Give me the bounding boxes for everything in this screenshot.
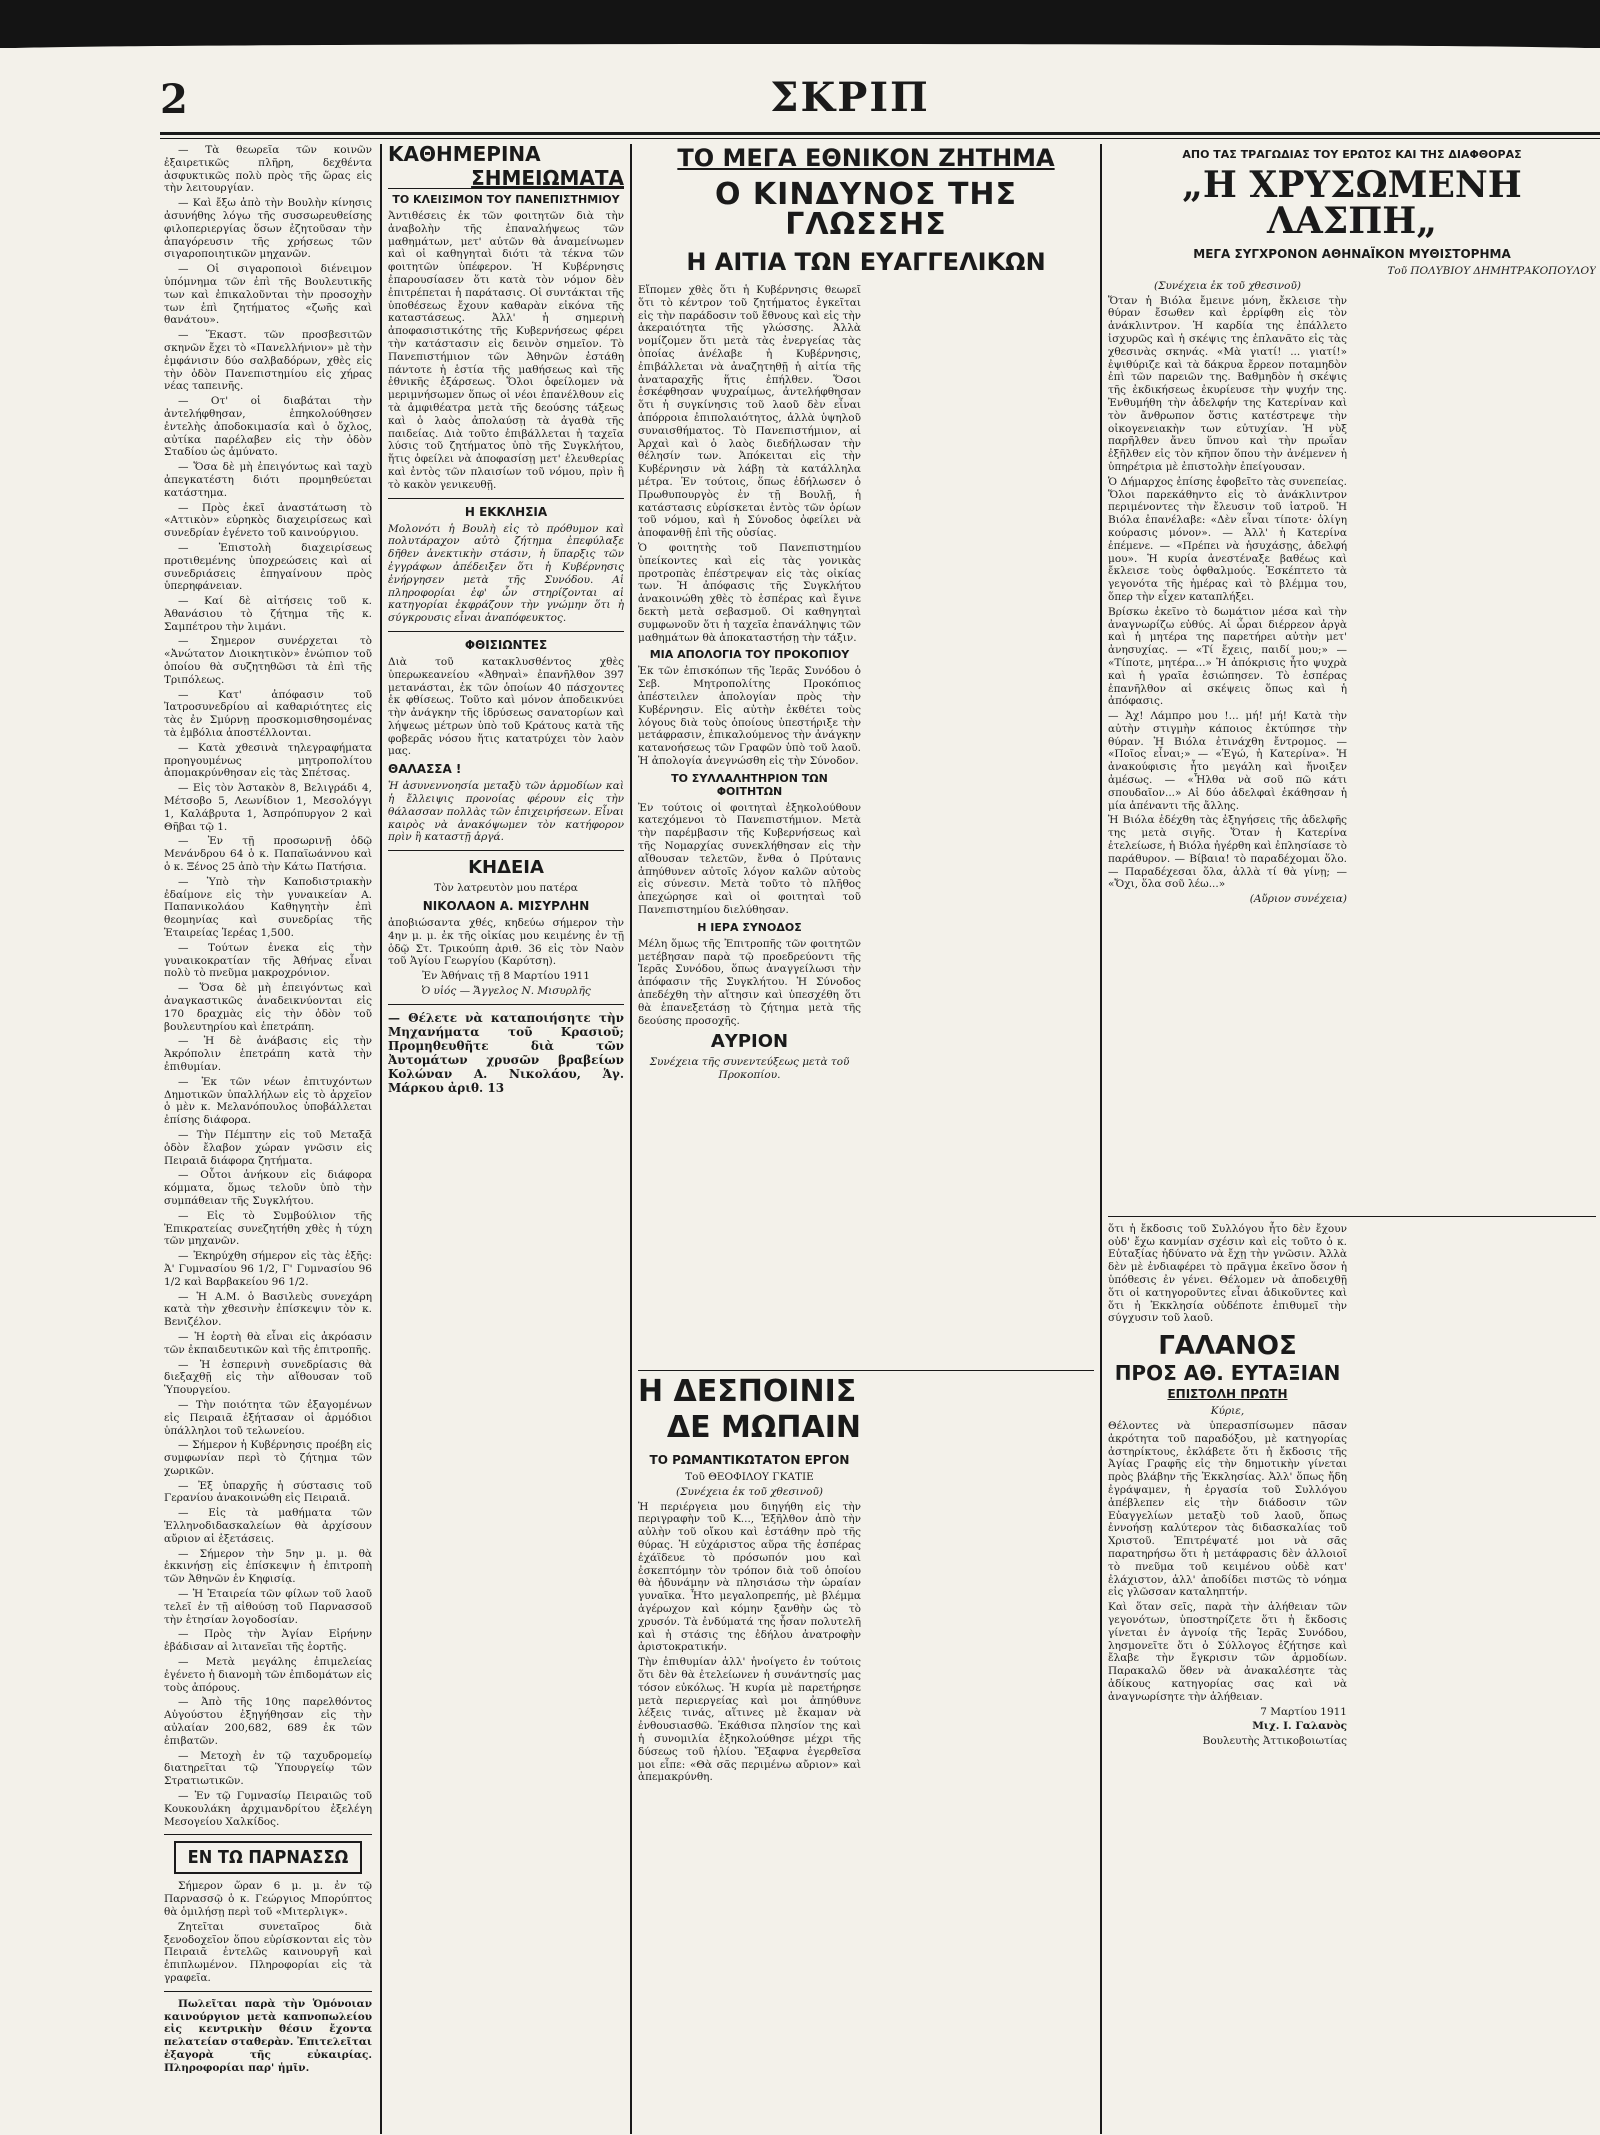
novel-subtitle: ΜΕΓΑ ΣΥΓΧΡΟΝΟΝ ΑΘΗΝΑΪΚΟΝ ΜΥΘΙΣΤΟΡΗΜΑ	[1193, 247, 1511, 261]
novel-columns	[1108, 280, 1596, 1210]
serial-title-1: Η ΔΕΣΠΟΙΝΙΣ	[638, 1374, 857, 1409]
headline-line-1: ΤΟ ΜΕΓΑ ΕΘΝΙΚΟΝ ΖΗΤΗΜΑ	[677, 144, 1055, 172]
divider	[388, 498, 624, 499]
novel-author: Τοῦ ΠΟΛΥΒΙΟΥ ΔΗΜΗΤΡΑΚΟΠΟΥΛΟΥ	[1387, 265, 1596, 277]
news-brief: — Εἰς τὰ μαθήματα τῶν Ἑλληνοδιδασκαλείων θὰ ἀρχίσουν αὔριον αἱ ἐξετάσεις.	[164, 1507, 372, 1545]
news-brief: — Ἡ δὲ ἀνάβασις εἰς τὴν Ἀκρόπολιν ἐπετράπη κατὰ τὴν ἐπιθυμίαν.	[164, 1035, 372, 1073]
column-daily-notes	[388, 144, 624, 2129]
news-brief: — Μετοχὴ ἐν τῷ ταχυδρομείῳ διατηρεῖται τῷ Ὑπουργείῳ τῶν Στρατιωτικῶν.	[164, 1749, 372, 1788]
news-brief: — Ἡ Ἑταιρεία τῶν φίλων τοῦ λαοῦ τελεῖ ἐν τῇ αἰθούσῃ τοῦ Παρνασσοῦ τὴν ἐτησίαν λογοδοσίαν.	[164, 1588, 372, 1626]
funeral-text: ἀποβιώσαντα χθές, κηδεύω σήμερον τὴν 4ην μ. μ. ἐκ τῆς οἰκίας μου κειμένης ἐν τῇ ὁδῷ Στ. Τρικούπη ἀριθ. 36 εἰς τὸν Ναὸν τοῦ Ἁγίου Γεωργίου (Καρύτση).	[388, 917, 624, 968]
article-body: Εἴπομεν χθὲς ὅτι ἡ Κυβέρνησις θεωρεῖ ὅτι τὸ κέντρον τοῦ ζητήματος ἐγκεῖται εἰς τὴν παράδοσιν τοῦ ἔθνους καὶ εἰς τὴν ἀκεραιότητα τῆς γλώσσης. Ἀλλὰ νομίζομεν ὅτι μετὰ τὰς ἐνεργείας τὰς ὁποίας ἀνέλαβε ἡ Κυβέρνησις, ἐπιβάλλεται νὰ ἀναζητηθῇ ἡ αἰτία τῆς ἀναταραχῆς ἥτις ἐπήλθεν. Ὅσοι ἐσκέφθησαν ψυχραίμως, ἀντελήφθησαν ὅτι ἡ συγκίνησις τοῦ λαοῦ δὲν εἶναι ἀπόρροια ἐπιπολαιότητος, ἀλλὰ ὑψηλοῦ συναισθήματος. Τὸ Πανεπιστήμιον, αἱ Ἀρχαὶ καὶ ὁ λαὸς διεδήλωσαν τὴν θέλησίν των. Ἀπόκειται εἰς τὴν Κυβέρνησιν νὰ λάβῃ τὰ κατάλληλα μέτρα. Ἐν τούτοις, ὅπως ἐδήλωσεν ὁ Πρωθυπουργὸς ἐν τῇ Βουλῇ, ἡ κατάστασις εὑρίσκεται ἐντὸς τῶν ὁρίων τοῦ νόμου, καὶ ἡ Σύνοδος ὀφείλει νὰ ἀποφανθῇ ἐπὶ τῆς οὐσίας.	[638, 284, 861, 540]
news-brief: — Ἀπὸ τῆς 10ης παρελθόντος Αὐγούστου ἐξηγήθησαν εἰς τὴν αὐλαίαν 200,682, 689 ἐκ τῶν ἐπιβατῶν.	[164, 1696, 372, 1747]
novel-body: Βρίσκω ἐκεῖνο τὸ δωμάτιον μέσα καὶ τὴν ἀναγνωρίζω εὐθύς. Αἱ ὧραι διέρρεον ἀργὰ καὶ ἡ μητέρα της παρετήρει αὐτὴν μετ' ἀνησυχίας. — «Τί ἔχεις, παιδί μου;» — «Τίποτε, μητέρα...» Ἡ ἀπόκρισις ἦτο ψυχρὰ καὶ ἡ γραῖα ἐσιώπησεν. Τὸ ἑσπέρας ἐπανῆλθον αἱ σκέψεις ὅπως καὶ ἡ ἀπόφασις.	[1108, 605, 1347, 708]
daily-header-title: ΚΑΘΗΜΕΡΙΝΑ	[388, 144, 541, 166]
section-body: Διὰ τοῦ κατακλυσθέντος χθὲς ὑπερωκεανείου «Ἀθηναὶ» ἐπανῆλθον 397 μετανάσται, ἐκ τῶν ὁποίων 40 πάσχοντες ἐκ φθίσεως. Τοῦτο καὶ μόνον ἀποδεικνύει τὴν ἀνάγκην τῆς ἱδρύσεως σανατορίων καὶ λήψεως μέτρων ὑπὸ τοῦ Κράτους κατὰ τῆς φοβερᾶς νόσου ἥτις κατατρύχει τὸν λαὸν μας.	[388, 655, 624, 758]
section-body: Μολονότι ἡ Βουλὴ εἰς τὸ πρόθυμον καὶ πολυτάραχον αὐτὸ ζήτημα ἐπεφύλαξε δῆθεν ἀνεκτικὴν στάσιν, ἡ ὕπαρξις τῶν ἐγγράφων ἀπέδειξεν ὅτι ἡ Κυβέρνησις ἐνήργησεν μετὰ τῆς Συνόδου. Αἱ πληροφορίαι ἐφ' ὧν στηρίζονται αἱ κατηγορίαι ἐκφράζουν τὴν γνώμην ὅτι ἡ σύγκρουσις εἶναι ἀναπόφευκτος.	[388, 522, 624, 625]
news-brief: — Τὴν ποιότητα τῶν ἐξαγομένων εἰς Πειραιᾶ ἐξήτασαν οἱ ἁρμόδιοι ὑπάλληλοι τοῦ τελωνείου.	[164, 1398, 372, 1437]
news-brief: — Ἡ ἑορτὴ θὰ εἶναι εἰς ἀκρόασιν τῶν ἐκπαιδευτικῶν καὶ τῆς ἐπιτροπῆς.	[164, 1330, 372, 1356]
letter-role: Βουλευτὴς Ἀττικοβοιωτίας	[1202, 1735, 1347, 1748]
column-novel	[1108, 144, 1596, 2129]
section-title: ΤΟ ΚΛΕΙΣΙΜΟΝ ΤΟΥ ΠΑΝΕΠΙΣΤΗΜΙΟΥ	[392, 193, 620, 206]
funeral-date: Ἐν Ἀθήναις τῇ 8 Μαρτίου 1911	[422, 970, 590, 983]
funeral-name: ΝΙΚΟΛΑΟΝ Α. ΜΙΣΥΡΛΗΝ	[422, 899, 590, 914]
classified-ad: Πωλεῖται παρὰ τὴν Ὁμόνοιαν καινούργιον μετὰ καπνοπωλείου εἰς κεντρικὴν θέσιν ἔχοντα πελατείαν σταθερὰν. Ἐπιτελεῖται ἐξαγορὰ τῆς εὐκαιρίας. Πληροφορίαι παρ' ἡμῖν.	[164, 1997, 372, 2074]
news-brief: — Οἱ σιγαροποιοὶ διένειμον ὑπόμνημα τῶν ἐπὶ τῆς Βουλευτικῆς των καὶ ἐπικαλοῦνται τὴν προσοχὴν των ἐπὶ ζητήματος «ζωῆς καὶ θανάτου».	[164, 263, 372, 327]
news-brief: — Σημερον συνέρχεται τὸ «Ἀνώτατον Διοικητικὸν» ἐνώπιον τοῦ ὁποίου θὰ συζητηθῶσι τὰ ἐπὶ τῆς Τριπόλεως.	[164, 635, 372, 686]
novel-next: (Αὔριον συνέχεια)	[1249, 893, 1347, 906]
news-brief: — Ὑπὸ τὴν Καποδιστριακὴν ἐδαίμονε εἰς τὴν γυναικείαν Α. Παπανικολάου Καθηγητὴν ἐπὶ θεομηνίας καὶ συνεδρίας τῆς Ἑταιρείας Ἱερέας 1,500.	[164, 875, 372, 940]
news-brief: — Σήμερον τὴν 5ην μ. μ. θὰ ἐκκινήσῃ εἰς ἐπίσκεψιν ἡ ἐπιτροπὴ τῶν Ἀθηνῶν ἐν Κηφισίᾳ.	[164, 1547, 372, 1586]
news-brief: — Ὅσα δὲ μὴ ἐπειγόντως καὶ ἀναγκαστικῶς ἀναδεικνύονται εἰς 170 δραχμὰς εἰς τὴν ὁδὸν τοῦ βουλευτηρίου καὶ ἐπετράπη.	[164, 982, 372, 1033]
top-dark-band	[0, 0, 1600, 48]
novel-title: „Η ΧΡΥΣΩΜΕΝΗ ΛΑΣΠΗ„	[1182, 164, 1522, 242]
parnassos-title: ΕΝ ΤΩ ΠΑΡΝΑΣΣΩ	[174, 1841, 362, 1874]
serial-body-2: Τὴν ἐπιθυμίαν ἀλλ' ἠνοίγετο ἐν τούτοις ὅτι δὲν θὰ ἐτελείωνεν ἡ συνάντησίς μας τόσον εὐκόλως. Ἡ κυρία μὲ παρετήρησε μετὰ περιεργείας καὶ μοι ἀπηύθυνε λέξεις τινάς, αἵτινες μὲ ἔκαμαν νὰ ἐνθουσιασθῶ. Ἐκάθισα πλησίον της καὶ ἡ συνομιλία ἐξηκολούθησε μέχρι τῆς δύσεως τοῦ ἡλίου. Ἔξαφνα ἐγερθεῖσα μοι εἶπε: «Θὰ σᾶς περιμένω αὔριον» καὶ ἀπεμακρύνθη.	[638, 1656, 861, 1784]
news-brief: — Σήμερον ἡ Κυβέρνησις προέβη εἰς συμφωνίαν περὶ τὸ ζήτημα τῶν χωρικῶν.	[164, 1439, 372, 1477]
letter-salute: Κύριε,	[1210, 1405, 1245, 1418]
novel-body: — Ἀχ! Λάμπρο μου !... μή! μή! Κατὰ τὴν αὐτὴν στιγμὴν κάποιος ἐκτύπησε τὴν θύραν. Ἡ Βιόλα ἐτινάχθη ἔντρομος. — «Ποῖος εἶναι;» — «Ἐγώ, ἡ Κατερίνα». Ἡ ἀνακούφισις ἦτο μεγάλη καὶ ἤνοιξεν ἀμέσως. — «Ἦλθα νὰ σοῦ πῶ κάτι σπουδαῖον...» Αἱ δύο ἀδελφαὶ ἐκάθησαν ἡ μία ἀπέναντι τῆς ἄλλης.	[1108, 710, 1347, 812]
serial-continued: (Συνέχεια ἐκ τοῦ χθεσινοῦ)	[676, 1485, 823, 1498]
news-brief: — Οὗτοι ἀνήκουν εἰς διάφορα κόμματα, ὅμως τελοῦν ὑπὸ τὴν συμπάθειαν τῆς Συγκλήτου.	[164, 1169, 372, 1207]
torn-edge	[0, 44, 1600, 54]
paper-name: ΣΚΡΙΠ	[770, 74, 930, 121]
news-brief: — Ὅσα δὲ μὴ ἐπειγόντως καὶ ταχὺ ἀπεγκατέστη διότι προμηθεύεται κατάστημα.	[164, 461, 372, 499]
letter-date: 7 Μαρτίου 1911	[1260, 1705, 1347, 1718]
tomorrow-subtitle: Συνέχεια τῆς συνεντεύξεως μετὰ τοῦ Προκοπίου.	[649, 1056, 850, 1082]
letter-body-2: Καὶ ὅταν σεῖς, παρὰ τὴν ἀλήθειαν τῶν γεγονότων, ὑποστηρίζετε ὅτι ἡ ἔκδοσις γίνεται ἐν ἀγνοίᾳ τῆς Ἱερᾶς Συνόδου, λησμονεῖτε ὅτι ὁ Σύλλογος ἐζήτησε καὶ ἔλαβε τὴν ἔγκρισιν τῶν ἁρμοδίων. Παρακαλῶ ὅθεν νὰ ἀνακαλέσητε τὰς ἀδίκους κατηγορίας σας καὶ νὰ ἀναγνωρίσητε τὴν ἀλήθειαν.	[1108, 1601, 1347, 1703]
divider	[638, 1370, 1094, 1371]
news-brief: — Εἰς τὸ Συμβούλιον τῆς Ἐπικρατείας συνεζητήθη χθὲς ἡ τύχη τῶν μηχανῶν.	[164, 1209, 372, 1248]
advertisement: — Θέλετε νὰ καταποιήσητε τὴν Μηχανήματα τοῦ Κρασιοῦ; Προμηθευθῆτε διὰ τῶν Ἀυτομάτων χρυσῶν βραβείων Κολώναν Α. Νικολάου, Ἁγ. Μάρκου ἀριθ. 13	[388, 1010, 624, 1095]
page-number: 2	[160, 76, 188, 123]
serial-columns	[638, 1374, 1094, 2077]
novel-continued: (Συνέχεια ἐκ τοῦ χθεσινοῦ)	[1154, 279, 1301, 292]
funeral-notice-title: ΚΗΔΕΙΑ	[468, 857, 544, 879]
article-subtext: Ἐν τούτοις οἱ φοιτηταὶ ἐξηκολούθουν κατεχόμενοι τὸ Πανεπιστήμιον. Μετὰ τὴν παρέμβασιν τῆς Κυβερνήσεως καὶ τῆς Νομαρχίας συνεκλήθησαν εἰς τὴν αἴθουσαν τελετῶν, ἔνθα ὁ Πρύτανις ἀπηύθυνεν αὐτοῖς λόγον καλῶν αὐτοὺς εἰς σύνεσιν. Μετὰ τοῦτο τὸ πλῆθος ἀπεχώρησε καὶ οἱ φοιτηταὶ τοῦ Πανεπιστημίου διελύθησαν.	[638, 801, 861, 917]
serial-body: Ἡ περιέργεια μου διηγήθη εἰς τὴν περιγραφὴν τοῦ Κ..., Ἐξῆλθον ἀπὸ τὴν αὐλὴν τοῦ οἴκου καὶ ἐστάθην πρὸ τῆς θύρας. Ἡ εὐχάριστος αὕρα τῆς ἑσπέρας ἐχάϊδευε τὸ πρόσωπόν μου καὶ ἐσκεπτόμην τὸν τρόπον διὰ τοῦ ὁποίου θὰ ἠδυνάμην νὰ πλησιάσω τὴν ὡραίαν γυναῖκα. Ἦτο μεγαλοπρεπής, μὲ βλέμμα ἀγέρωχον καὶ κόμην ξανθὴν ὡς τὸ χρυσόν. Τὰ ἐνδύματά της ἦσαν πολυτελῆ καὶ ἡ στάσις της ἐδήλου ἀνατροφὴν ἀριστοκρατικήν.	[638, 1500, 861, 1654]
news-brief: — Ἐξ ὑπαρχῆς ἡ σύστασις τοῦ Γερανίου ἀνακοινώθη εἰς Πειραιᾶ.	[164, 1479, 372, 1505]
article-columns	[638, 284, 1094, 1364]
section-title: ΘΑΛΑΣΣΑ !	[388, 762, 462, 777]
column-national-issue	[638, 144, 1094, 2129]
letter-prelude: ὅτι ἡ ἔκδοσις τοῦ Συλλόγου ἦτο δὲν ἔχουν οὐδ' ἔχω κανμίαν σχέσιν καὶ εἰς τοῦτο ὁ κ. Εὐταξίας ἠδύνατο νὰ ἔχῃ τὴν γνῶσιν. Ἀλλὰ δὲν μὲ ἐνδιαφέρει τὸ πρᾶγμα ἐκεῖνο ὅσον ἡ ὑπόθεσις ἐν γένει. Θέλομεν νὰ ἀποδειχθῇ ὅτι οἱ κατηγοροῦντες εἶναι ἀδικοῦντες καὶ ὅτι ἡ Ἐκκλησία οὐδέποτε ἐπιθυμεῖ τὴν σύγχυσιν τοῦ λαοῦ.	[1108, 1222, 1347, 1325]
article-body-2: Ὁ φοιτητὴς τοῦ Πανεπιστημίου ὑπείκοντες καὶ εἰς τὰς γονικὰς προτροπὰς ἐπέστρεψαν εἰς τὰς οἰκίας των. Ἡ ἀπόφασις τῆς Συγκλήτου ἀνακοινώθη χθὲς τὸ ἑσπέρας καὶ ἔγινε δεκτὴ μετὰ σεβασμοῦ. Οἱ καθηγηταὶ συμφωνοῦν ὅτι ἡ ταχεῖα ἐπανάληψις τῶν μαθημάτων θὰ ἀποκαταστήσῃ τὴν τάξιν.	[638, 541, 861, 644]
news-brief: — Ἕκαστ. τῶν προσβεσιτῶν σκηνῶν ἔχει τὸ «Πανελλήνιον» μὲ τὴν ἐμφάνισιν δύο σαλβαδόρων, χθὲς εἰς τὴν ὁδὸν Πανεπιστημίου εἰς χήρας νέας ταπεινῆς.	[164, 329, 372, 393]
funeral-sign: Ὁ υἱός — Ἄγγελος Ν. Μισυρλῆς	[421, 985, 591, 998]
news-brief: — Εἰς τὸν Ἀστακὸν 8, Βελιγράδι 4, Μέτσοβο 5, Λεωνίδιον 1, Μεσολόγγι 1, Καλάβρυτα 1, Ἀσπρόπυργον 2 καὶ Θῆβαι τῷ 1.	[164, 782, 372, 833]
article-subtitle: ΤΟ ΣΥΛΛΑΛΗΤΗΡΙΟΝ ΤΩΝ ΦΟΙΤΗΤΩΝ	[671, 771, 828, 798]
divider	[164, 1991, 372, 1992]
news-brief: — Ἡ Α.Μ. ὁ Βασιλεὺς συνεχάρη κατὰ τὴν χθεσινὴν ἐπίσκεψιν τὸν κ. Βενιζέλον.	[164, 1290, 372, 1329]
news-brief: — Τὴν Πέμπτην εἰς τοῦ Μεταξᾶ ὁδὸν ἔλαβον χώραν γνῶσιν εἰς Πειραιᾶ διάφορα ζητήματα.	[164, 1128, 372, 1167]
novel-body: Ὅταν ἡ Βιόλα ἔμεινε μόνη, ἔκλεισε τὴν θύραν ἔσωθεν καὶ ἐρρίφθη εἰς τὸν ἀνάκλιντρον. Ἡ καρδία της ἐπάλλετο ἰσχυρῶς καὶ ἡ σκέψις της ἐπλανᾶτο εἰς τὰς χθεσινὰς σκηνάς. «Μὰ γιατί! ... γιατί!» ἐψιθύριζε καὶ τὰ δάκρυα ἔρρεον ποταμηδὸν ἐπὶ τῶν παρειῶν της. Βαθμηδὸν ἡ σκέψις τῆς ἐκδικήσεως ἐκυρίευσε τὴν ψυχήν της. Ἐνθυμήθη τὴν ἀδελφήν της Κατερίναν καὶ τὸν ἄνθρωπον ὅστις κατέστρεψε τὴν οἰκογενειακὴν των εὐτυχίαν. Ἡ νὺξ παρῆλθεν ἄνευ ὕπνου καὶ τὴν πρωΐαν ἐξῆλθεν εἰς τὸν κῆπον ὅπου τὴν ἀνέμενεν ἡ ὑπηρέτρια μὲ ἐπιστολὴν ἐπείγουσαν.	[1108, 294, 1347, 473]
news-brief: — Κατ' ἀπόφασιν τοῦ Ἰατροσυνεδρίου αἱ καθαριότητες εἰς τὰς ἐν Σμύρνῃ προσκομισθησομένας τὰ ἐμβόλια ἀποστέλλονται.	[164, 688, 372, 740]
daily-header-subtitle: ΣΗΜΕΙΩΜΑΤΑ	[471, 166, 624, 190]
divider	[388, 631, 624, 632]
divider	[388, 1004, 624, 1005]
divider	[1108, 1216, 1596, 1217]
article-subtext: Ἐκ τῶν ἐπισκόπων τῆς Ἱερᾶς Συνόδου ὁ Σεβ. Μητροπολίτης Προκόπιος ἀπέστειλεν ἀπολογίαν πρὸς τὴν Κυβέρνησιν. Εἰς αὐτὴν ἐκθέτει τοὺς λόγους διὰ τοὺς ὁποίους ὑπεστήριξε τὴν μετάφρασιν, ἐπικαλούμενος τὴν ἀνάγκην κατανοήσεως τῶν Γραφῶν ὑπὸ τοῦ λαοῦ. Ἡ ἀπολογία ἀνεγνώσθη εἰς τὴν Σύνοδον.	[638, 665, 861, 767]
parnassos-text: Σήμερον ὥραν 6 μ. μ. ἐν τῷ Παρνασσῷ ὁ κ. Γεώργιος Μπορύπτος θὰ ὁμιλήσῃ περὶ τοῦ «Μιτερλιγκ».	[164, 1880, 372, 1918]
news-brief: — Καὶ ἔξω ἀπὸ τὴν Βουλὴν κίνησις ἀσυνήθης λόγω τῆς συσσωρευθείσης φιλοπεριεργίας ὅσων ἐζητοῦσαν τὴν ἀπαγόρευσιν τῆς χρήσεως τῶν σιγαροποιητικῶν μηχανῶν.	[164, 197, 372, 261]
letter-body: Θέλοντες νὰ ὑπερασπίσωμεν πᾶσαν ἀκρότητα τοῦ παραδόξου, μὲ κατηγορίας ἀστηρίκτους, ἐκλάβετε ὅτι ἡ ἔκδοσις τῆς Ἀγίας Γραφῆς εἰς τὴν δημοτικὴν γίνεται πρὸς βλάβην τῆς Ἐκκλησίας. Ἀλλ' ὅπως ἤδη ἐγράψαμεν, ἡ ἐργασία τοῦ Συλλόγου ἀπέβλεπεν εἰς τὴν διάδοσιν τῶν Εὐαγγελίων μεταξὺ τοῦ λαοῦ, ὅπως ἐννοήσῃ καλύτερον τὰς διδασκαλίας τοῦ Χριστοῦ. Ἐπιτρέψατέ μοι νὰ σᾶς παρατηρήσω ὅτι ἡ μετάφρασις δὲν ἀλλοιοῖ τὸ πνεῦμα τοῦ κειμένου οὐδὲ κατ' ἐλάχιστον, ἀλλ' ἀποδίδει πιστῶς τὸ νόημα εἰς γλῶσσαν καταληπτήν.	[1108, 1419, 1347, 1599]
section-body: Ἡ ἀσυνεννοησία μεταξὺ τῶν ἀρμοδίων καὶ ἡ ἔλλειψις προνοίας φέρουν εἰς τὴν θάλασσαν πολλὰς τῶν ἐπιχειρήσεων. Εἶναι καιρὸς νὰ ἀνακόψωμεν τὸν κατήφορον πρὶν ἢ καταστῇ ἀργά.	[388, 780, 624, 844]
novel-body: Ἡ Βιόλα ἐδέχθη τὰς ἐξηγήσεις τῆς ἀδελφῆς της μετὰ σιγῆς. Ὅταν ἡ Κατερίνα ἐτελείωσε, ἡ Βιόλα ἠγέρθη καὶ ἐπλησίασε τὸ παράθυρον. — Βίβαια! τὸ παραδέχομαι ὅλο. — Παραδέχεσαι ὅλα, ἀλλὰ τί θὰ γίνῃ; — «Ὄχι, ὅλα σοῦ λέω...»	[1108, 814, 1347, 891]
news-brief: — Ἐν τῷ Γυμνασίῳ Πειραιῶς τοῦ Κουκουλάκη ἀρχιμανδρίτου ἐξελέγη Μεσογείου Χαλκίδος.	[164, 1790, 372, 1828]
column-rule-1	[380, 144, 382, 2134]
headline-line-2: Ο ΚΙΝΔΥΝΟΣ ΤΗΣ ΓΛΩΣΣΗΣ	[714, 177, 1018, 242]
news-brief: — Πρὸς ἐκεῖ ἀναστάτωση τὸ «Αττικὸν» εὑρηκὸς διαχειρίσεως καὶ συνεδρίαν ἐγένετο τοῦ καινούργιου.	[164, 501, 372, 540]
news-brief: — Ἐπιστολὴ διαχειρίσεως προτιθεμένης ὑποχρεώσεις καὶ αἱ συνεδριάσεις ἐπηγαίνουν πρὸς ὑπερηφάνειαν.	[164, 541, 372, 593]
column-rule-2	[630, 144, 632, 2134]
masthead-rule	[160, 132, 1600, 135]
tomorrow-title: ΑΥΡΙΟΝ	[710, 1031, 789, 1053]
funeral-lead: Τὸν λατρευτὸν μου πατέρα	[434, 882, 578, 895]
serial-title-2: ΔΕ ΜΩΠΑΙΝ	[666, 1410, 861, 1445]
news-brief: — Καί δὲ αἰτήσεις τοῦ κ. Ἀθανάσιου τὸ ζήτημα τῆς κ. Σαμπέτρου τὴν λιμάνι.	[164, 595, 372, 633]
news-brief: — Κατὰ χθεσινὰ τηλεγραφήματα προηγουμένως μητροπολίτου ἀπομακρύνθησαν εἰς τὰς Σπέτσας.	[164, 741, 372, 780]
column-news-briefs	[164, 144, 372, 2129]
letter-recipient: ΠΡΟΣ ΑΘ. ΕΥΤΑΞΙΑΝ	[1114, 1361, 1341, 1386]
article-subtext: Μέλη ὅμως τῆς Ἐπιτροπῆς τῶν φοιτητῶν μετέβησαν παρὰ τῷ προεδρεύοντι τῆς Ἱερᾶς Συνόδου, ὅπως ἀναγγείλωσι τὴν ἀπόφασιν τῆς Συγκλήτου. Ἡ Σύνοδος ἀπεδέχθη τὴν αἴτησιν καὶ ὑπεσχέθη ὅτι θὰ ἐπανεξετάσῃ τὸ ζήτημα μετὰ τῆς δεούσης προσοχῆς.	[638, 937, 861, 1027]
parnassos-text-2: Ζητεῖται συνεταῖρος διὰ ξενοδοχεῖον ὅπου εὑρίσκονται εἰς τὸν Πειραιᾶ ἐντελῶς καινουργῆ καὶ ἐπιπλωμένον. Πληροφορίαι εἰς τὰ γραφεῖα.	[164, 1920, 372, 1984]
divider	[164, 1834, 372, 1835]
article-subtitle: ΜΙΑ ΑΠΟΛΟΓΙΑ ΤΟΥ ΠΡΟΚΟΠΙΟΥ	[649, 648, 850, 662]
column-rule-3	[1100, 144, 1102, 2134]
serial-author: Τοῦ ΘΕΟΦΙΛΟΥ ΓΚΑΤΙΕ	[685, 1471, 814, 1483]
divider	[388, 850, 624, 851]
letter-signature: Μιχ. Ι. Γαλανὸς	[1252, 1720, 1347, 1733]
section-title: Η ΕΚΚΛΗΣΙΑ	[464, 504, 548, 519]
article-subtitle: Η ΙΕΡΑ ΣΥΝΟΔΟΣ	[697, 920, 802, 934]
letter-author-title: ΓΑΛΑΝΟΣ	[1158, 1331, 1297, 1362]
headline-line-3: Η ΑΙΤΙΑ ΤΩΝ ΕΥΑΓΓΕΛΙΚΩΝ	[686, 248, 1046, 276]
section-body: Ἀντιθέσεις ἐκ τῶν φοιτητῶν διὰ τὴν ἀναβολὴν τῆς ἐπαναλήψεως τῶν μαθημάτων, μετ' αὐτῶν θὰ ἀναμείνωμεν καὶ οἱ καθηγηταὶ διότι τὰ τέκνα τῶν φοιτητῶν ὑπέφερον. Ἡ Κυβέρνησις ἐπαρουσίασεν ὅτι κατὰ τὸν νόμον δὲν ἐπιτρέπεται ἡ παράτασις. Οἱ συντάκται τῆς ὑποθέσεως ἔχουν καθαρὰν εἰκόνα τῆς καταστάσεως. Ἀλλ' ἡ σημερινὴ ἀποφασιστικότης τῆς Κυβερνήσεως φέρει τὴν κατάστασιν εἰς δεινὸν σημεῖον. Τὸ Πανεπιστήμιον τῶν Ἀθηνῶν ἐστάθη πάντοτε ἡ ἑστία τῆς μαθήσεως καὶ τῆς ἐθνικῆς ἐξάρσεως. Ὅλοι ὀφείλομεν νὰ μεριμνήσωμεν ὅπως οἱ νέοι ἐπανέλθουν εἰς τὰ ἀμφιθέατρα μετὰ τῆς δεούσης τάξεως καὶ ὁ λαὸς ἀπολαύσῃ τὰ ἀγαθὰ τῆς παιδείας. Διὰ τοῦτο ἐπιβάλλεται ἡ ταχεῖα λύσις τοῦ ζητήματος ὑπὸ τῆς Συγκλήτου, ἥτις ὀφείλει νὰ ἀποφασίσῃ μετ' ἐλευθερίας καὶ ἐντὸς τῶν πλαισίων τοῦ νόμου, πρὶν ἢ τὸ κακὸν γενικευθῇ.	[388, 210, 624, 491]
letter-number: ΕΠΙΣΤΟΛΗ ΠΡΩΤΗ	[1167, 1387, 1288, 1402]
news-brief: — Πρὸς τὴν Ἀγίαν Εἰρήνην ἐβάδισαν αἱ λιτανεῖαι τῆς ἑορτῆς.	[164, 1628, 372, 1654]
news-brief: — Ἐν τῇ προσωρινῇ ὁδῷ Μενάνδρου 64 ὁ κ. Παπαϊωάννου καὶ ὁ κ. Ξένος 25 ἀπὸ τὴν Κάτω Πατήσια.	[164, 835, 372, 874]
serial-subtitle: ΤΟ ΡΩΜΑΝΤΙΚΩΤΑΤΟΝ ΕΡΓΟΝ	[649, 1453, 850, 1467]
masthead	[160, 72, 1600, 138]
novel-kicker: ΑΠΟ ΤΑΣ ΤΡΑΓΩΔΙΑΣ ΤΟΥ ΕΡΩΤΟΣ ΚΑΙ ΤΗΣ ΔΙΑΦΘΟΡΑΣ	[1182, 148, 1522, 161]
novel-body: Ὁ Δήμαρχος ἐπίσης ἐφοβεῖτο τὰς συνεπείας. Ὅλοι παρεκάθηντο εἰς τὸ ἀνάκλιντρον περιμένοντες τὴν ἔλευσιν τοῦ ἰατροῦ. Ἡ Βιόλα ἐπανέλαβε: «Δὲν εἶναι τίποτε· ὀλίγη κούρασις μόνον». — Ἀλλ' ἡ Κατερίνα ἐπέμενε. — «Πρέπει νὰ ἡσυχάσῃς, ἀδελφή μου». Ἡ κυρία ἀνεστέναξε βαθέως καὶ ἔκλεισε τοὺς ὀφθαλμούς. Ἐσκέπτετο τὰ γεγονότα τῆς ἡμέρας καὶ τὸ βλέμμα του, ὅπερ τὴν εἶχεν καταπλήξει.	[1108, 475, 1347, 603]
news-brief: — Οτ' οἱ διαβάται τὴν ἀντελήφθησαν, ἐπηκολούθησεν ἐντελὴς ἀποδοκιμασία καὶ ὁ ὄχλος, αὐτίκα παρέλαβεν εἰς τὴν ὁδὸν Σταδίου ὡς ἀμύνατο.	[164, 395, 372, 459]
news-brief: — Ἡ ἐσπερινὴ συνεδρίασις θὰ διεξαχθῇ εἰς τὴν αἴθουσαν τοῦ Ὑπουργείου.	[164, 1358, 372, 1397]
news-briefs-list	[164, 144, 372, 1828]
news-brief: — Τὰ θεωρεῖα τῶν κοινῶν ἐξαιρετικῶς πλῆρη, δεχθέντα ἀσφυκτικῶς πολὺ πρὸς τῆς ὥρας εἰς τὴν λειτουργίαν.	[164, 144, 372, 195]
masthead-rule-thin	[160, 138, 1600, 139]
letter-columns	[1108, 1223, 1596, 2083]
news-brief: — Ἐκηρύχθη σήμερον εἰς τὰς ἑξῆς: Ἀ' Γυμνασίου 96 1/2, Γ' Γυμνασίου 96 1/2 καὶ Βαρβακείου 96 1/2.	[164, 1250, 372, 1288]
news-brief: — Τούτων ἐνεκα εἰς τὴν γυναικοκρατίαν τῆς Ἀθήνας εἶναι πολὺ τὸ πνεῦμα μακροχρόνιον.	[164, 941, 372, 980]
news-brief: — Ἐκ τῶν νέων ἐπιτυχόντων Δημοτικῶν ὑπαλλήλων εἰς τὸ ἀρχεῖον ὁ μὲν κ. Μελανόπουλος ὑποβάλλεται ἐπίσης διάφορα.	[164, 1075, 372, 1127]
section-title: ΦΘΙΣΙΩΝΤΕΣ	[464, 637, 548, 652]
news-brief: — Μετὰ μεγάλης ἐπιμελείας ἐγένετο ἡ διανομὴ τῶν ἐπιδομάτων εἰς τοὺς ἀπόρους.	[164, 1656, 372, 1694]
